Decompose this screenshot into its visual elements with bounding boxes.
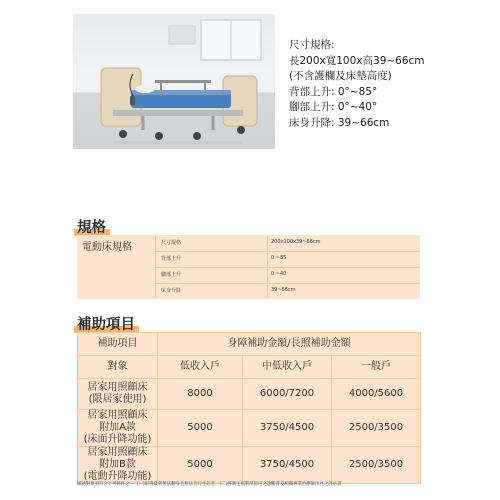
- hospital-bed-illustration: [73, 14, 275, 149]
- amount-cell: 3750/4500: [243, 447, 332, 484]
- product-photo: [73, 14, 275, 149]
- header-amount-cell: 身障補助金額/長照補助金額: [158, 333, 421, 356]
- spec-row: [156, 283, 420, 299]
- subsidy-row: [78, 379, 421, 410]
- subsidy-columns-row: [78, 356, 421, 379]
- row-label-line: 附加B款: [99, 459, 136, 470]
- row-label-line: 居家用照顧床: [87, 382, 148, 393]
- amount-cell: 6000/7200: [243, 379, 332, 410]
- amount-cell: 4000/5600: [332, 379, 421, 410]
- spec-row-key: 背部上升: [161, 256, 182, 262]
- spec-row-key: 床身升降: [161, 288, 182, 294]
- spec-table-label-cell: [77, 235, 156, 299]
- footnote: 補助對象須符合下列條件之一: (一)取得最新無法翻身且無法自行坐起者。(二)經衛生福利部認可之診斷書及相關專業治療師出具之評估書: [77, 482, 342, 487]
- spec-row-value: 0 ~40: [271, 271, 287, 277]
- row-label-cell: [78, 379, 158, 410]
- row-label-line: (電動升降功能): [83, 471, 152, 482]
- specs-line: 長200x寬100x高39~66cm: [289, 54, 425, 67]
- subsidy-row: [78, 447, 421, 484]
- specs-line: 床身升降: 39~66cm: [289, 116, 390, 129]
- subsidy-header-row: [78, 333, 421, 356]
- spec-row: [156, 251, 420, 268]
- amount-cell: 3750/4500: [243, 410, 332, 447]
- spec-row-value: 0 ~85: [271, 255, 287, 261]
- row-label-line: 居家用照顧床: [87, 410, 148, 421]
- row-label-cell: [78, 410, 158, 447]
- row-label-line: (床面升降功能): [83, 434, 152, 445]
- specs-line: (不含護欄及床墊高度): [289, 70, 392, 83]
- row-label-line: (限居家使用): [88, 394, 147, 405]
- spec-table: [77, 235, 420, 299]
- spec-row-key: 腳部上升: [161, 272, 182, 278]
- amount-cell: 8000: [158, 379, 243, 410]
- specs-text: [289, 38, 489, 132]
- row-label-line: 附加A款: [99, 422, 136, 433]
- amount-cell: 5000: [158, 447, 243, 484]
- amount-cell: 5000: [158, 410, 243, 447]
- subsidy-section-title: [77, 313, 135, 334]
- subsidy-title-text: 補助項目: [77, 317, 135, 333]
- spec-row-key: 尺寸規格: [161, 240, 182, 246]
- specs-line: 背部上升: 0°~85°: [289, 85, 378, 98]
- spec-row-value: 39~66cm: [271, 287, 296, 293]
- spec-table-label: 電動床規格: [82, 242, 132, 253]
- target-label-cell: 對象: [78, 356, 158, 379]
- spec-row-value: 200x100x39~66cm: [271, 239, 321, 245]
- amount-cell: 2500/3500: [332, 410, 421, 447]
- subsidy-row: [78, 410, 421, 447]
- spec-section-title: [77, 216, 106, 237]
- specs-line: 尺寸規格:: [289, 39, 335, 51]
- spec-title-text: 規格: [77, 220, 106, 236]
- header-item-cell: 補助項目: [78, 333, 158, 356]
- column-header: 中低收入戶: [243, 356, 332, 379]
- column-header: 一般戶: [332, 356, 421, 379]
- amount-cell: 2500/3500: [332, 447, 421, 484]
- column-header: 低收入戶: [158, 356, 243, 379]
- specs-line: 腳部上升: 0°~40°: [289, 101, 378, 114]
- spec-row: [156, 235, 420, 252]
- subsidy-table: [77, 332, 421, 484]
- row-label-line: 居家用照顧床: [87, 447, 148, 458]
- row-label-cell: [78, 447, 158, 484]
- spec-row: [156, 267, 420, 284]
